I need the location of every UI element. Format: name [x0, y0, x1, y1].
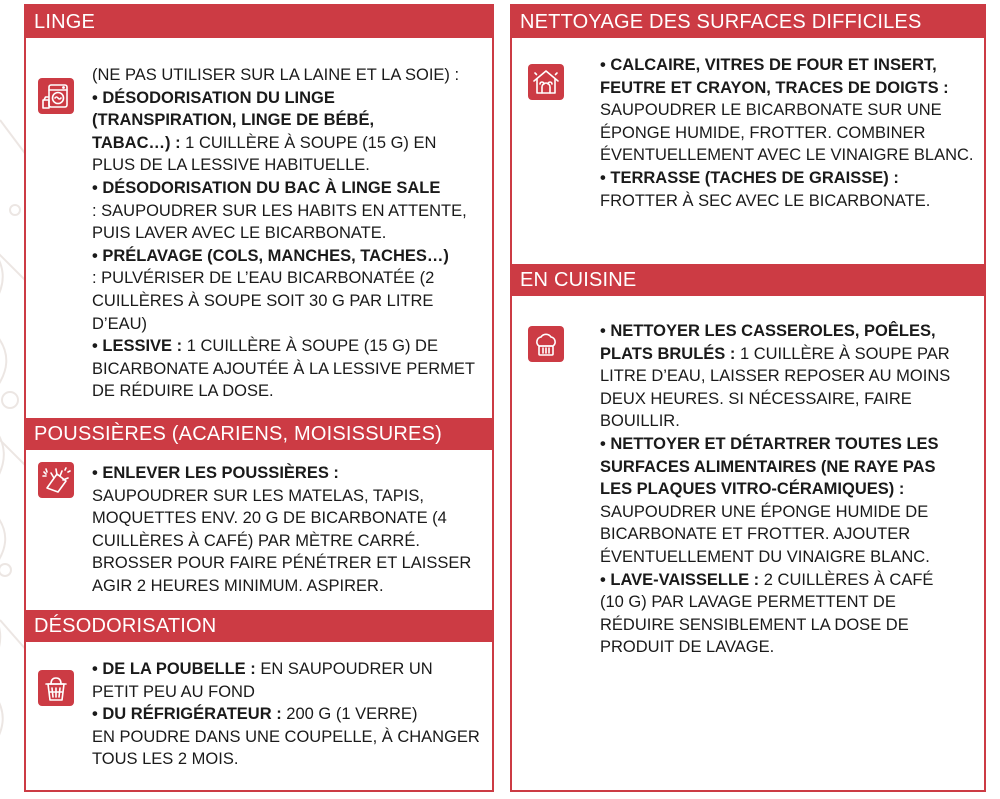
text-normal: 1 CUILLÈRE À SOUPE PAR: [735, 344, 950, 363]
text-line: • NETTOYER LES CASSEROLES, POÊLES,: [600, 322, 936, 340]
section-cuisine: [512, 264, 984, 790]
section-title-surfaces: NETTOYAGE DES SURFACES DIFFICILES: [512, 6, 984, 38]
section-title-linge: LINGE: [26, 6, 492, 38]
text-line: [92, 335, 475, 358]
text-normal: 2 CUILLÈRES À CAFÉ: [759, 570, 934, 589]
text-line: [600, 569, 950, 592]
text-line: • NETTOYER ET DÉTARTRER TOUTES LES: [600, 434, 939, 453]
text-bold: • LESSIVE :: [92, 337, 183, 356]
text-normal: 200 G (1 VERRE): [281, 705, 418, 724]
section-text-linge: [92, 64, 475, 403]
washing-machine-icon: [38, 78, 74, 114]
right-panel: [510, 4, 986, 792]
text-line: EN POUDRE DANS UNE COUPELLE, À CHANGER: [92, 727, 480, 746]
text-normal: EN SAUPOUDRER UN: [255, 660, 433, 678]
text-line: [92, 658, 480, 681]
text-line: BROSSER POUR FAIRE PÉNÉTRER ET LAISSER: [92, 554, 472, 573]
text-normal: 1 CUILLÈRE À SOUPE (15 G) DE: [182, 337, 438, 356]
section-text-surfaces: [600, 54, 974, 212]
text-line: [92, 703, 480, 726]
section-surfaces: [512, 6, 984, 264]
text-line: (10 G) PAR LAVAGE PERMETTENT DE: [600, 593, 896, 612]
text-line: LES PLAQUES VITRO-CÉRAMIQUES) :: [600, 480, 905, 499]
text-line: (TRANSPIRATION, LINGE DE BÉBÉ,: [92, 111, 375, 130]
text-line: • DÉSODORISATION DU BAC À LINGE SALE: [92, 178, 441, 197]
text-bold: • DU RÉFRIGÉRATEUR :: [92, 705, 282, 724]
text-line: MOQUETTES ENV. 20 G DE BICARBONATE (4: [92, 509, 447, 528]
text-line: RÉDUIRE SENSIBLEMENT LA DOSE DE: [600, 615, 909, 634]
text-line: PLUS DE LA LESSIVE HABITUELLE.: [92, 156, 370, 175]
text-line: : SAUPOUDRER SUR LES HABITS EN ATTENTE,: [92, 201, 467, 220]
text-line: CUILLÈRES À SOUPE SOIT 30 G PAR LITRE: [92, 291, 434, 310]
section-title-poussieres: POUSSIÈRES (ACARIENS, MOISISSURES): [26, 418, 492, 450]
text-line: [92, 132, 475, 155]
text-line: • TERRASSE (TACHES DE GRAISSE) :: [600, 168, 899, 187]
text-bold: • DE LA POUBELLE :: [92, 660, 256, 678]
section-title-cuisine: EN CUISINE: [512, 264, 984, 296]
section-poussieres: [26, 418, 492, 614]
section-linge: [26, 6, 492, 418]
text-line: DEUX HEURES. SI NÉCESSAIRE, FAIRE: [600, 389, 912, 408]
text-line: DE RÉDUIRE LA DOSE.: [92, 382, 274, 401]
text-line: PETIT PEU AU FOND: [92, 682, 255, 701]
text-line: AGIR 2 HEURES MINIMUM. ASPIRER.: [92, 576, 384, 595]
text-line: ÉPONGE HUMIDE, FROTTER. COMBINER: [600, 123, 926, 142]
text-line: ÉVENTUELLEMENT DU VINAIGRE BLANC.: [600, 547, 930, 566]
text-line: CUILLÈRES À CAFÉ) PAR MÈTRE CARRÉ.: [92, 531, 420, 550]
text-line: • DÉSODORISATION DU LINGE: [92, 88, 335, 107]
section-desodorisation: [26, 610, 492, 792]
text-line: : PULVÉRISER DE L’EAU BICARBONATÉE (2: [92, 269, 435, 288]
left-panel: [24, 4, 494, 792]
text-line: [600, 343, 950, 366]
text-bold: • LAVE-VAISSELLE :: [600, 570, 760, 589]
text-line: PRODUIT DE LAVAGE.: [600, 638, 775, 657]
trash-bin-icon: [38, 670, 74, 706]
text-line: FROTTER À SEC AVEC LE BICARBONATE.: [600, 191, 931, 210]
text-bold: PLATS BRULÉS :: [600, 344, 736, 363]
text-line: SAUPOUDRER UNE ÉPONGE HUMIDE DE: [600, 502, 929, 521]
house-icon: [528, 64, 564, 100]
text-line: • PRÉLAVAGE (COLS, MANCHES, TACHES…): [92, 246, 449, 265]
text-line: BOUILLIR.: [600, 412, 680, 431]
text-line: (NE PAS UTILISER SUR LA LAINE ET LA SOIE) :: [92, 66, 460, 84]
text-line: • ENLEVER LES POUSSIÈRES :: [92, 464, 339, 482]
text-bold: TABAC…) :: [92, 133, 181, 152]
text-line: BICARBONATE AJOUTÉE À LA LESSIVE PERMET: [92, 359, 475, 378]
text-line: TOUS LES 2 MOIS.: [92, 750, 239, 769]
dusting-hand-icon: [38, 462, 74, 498]
section-title-desodorisation: DÉSODORISATION: [26, 610, 492, 642]
text-line: • CALCAIRE, VITRES DE FOUR ET INSERT,: [600, 56, 937, 74]
text-line: FEUTRE ET CRAYON, TRACES DE DOIGTS :: [600, 78, 949, 97]
section-text-poussieres: [92, 462, 471, 598]
chef-hat-icon: [528, 326, 564, 362]
text-line: BICARBONATE ET FROTTER. AJOUTER: [600, 525, 911, 544]
text-line: D’EAU): [92, 314, 148, 333]
section-text-desodorisation: [92, 658, 480, 771]
text-line: SAUPOUDRER LE BICARBONATE SUR UNE: [600, 101, 942, 120]
text-normal: 1 CUILLÈRE À SOUPE (15 G) EN: [180, 133, 437, 152]
text-line: PUIS LAVER AVEC LE BICARBONATE.: [92, 224, 387, 243]
section-text-cuisine: [600, 320, 950, 659]
text-line: ÉVENTUELLEMENT AVEC LE VINAIGRE BLANC.: [600, 146, 974, 165]
text-line: SURFACES ALIMENTAIRES (NE RAYE PAS: [600, 457, 936, 476]
text-line: LITRE D’EAU, LAISSER REPOSER AU MOINS: [600, 367, 951, 386]
text-line: SAUPOUDRER SUR LES MATELAS, TAPIS,: [92, 486, 424, 505]
